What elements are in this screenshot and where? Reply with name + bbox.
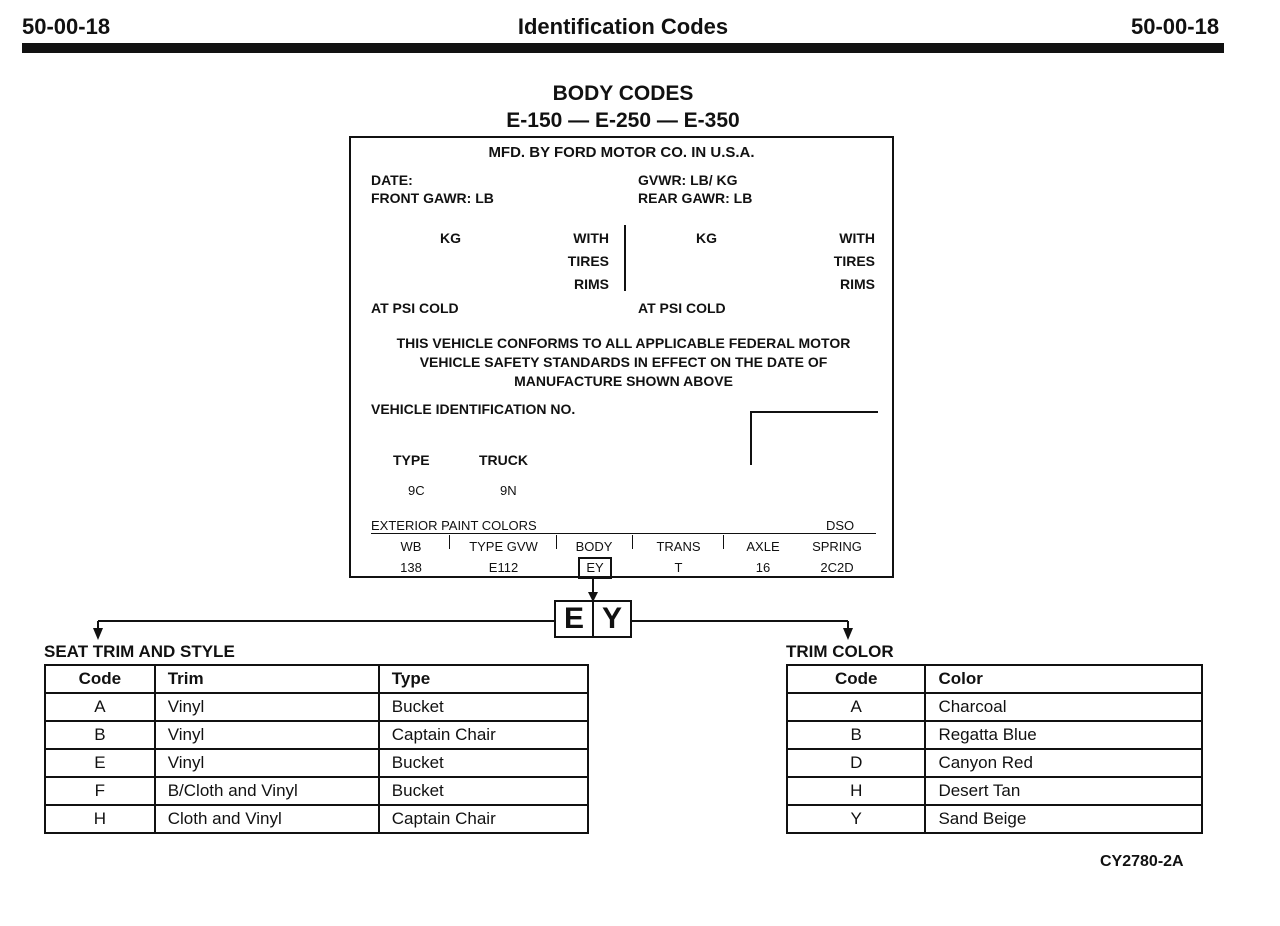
conformity-line-1: THIS VEHICLE CONFORMS TO ALL APPLICABLE FEDERAL MOTOR — [396, 335, 851, 351]
header-code: Code — [787, 665, 925, 693]
table-row — [45, 805, 588, 833]
val-spring: 2C2D — [820, 560, 854, 575]
col-spring: SPRING — [812, 539, 862, 554]
table-header-row — [787, 665, 1202, 693]
val-body-highlight: EY — [578, 557, 612, 579]
cell-trim: Vinyl — [155, 749, 379, 777]
cell-color: Sand Beige — [925, 805, 1202, 833]
type-label: TYPE — [393, 452, 430, 468]
cell-code: B — [787, 721, 925, 749]
header-color: Color — [925, 665, 1202, 693]
front-with: WITH — [573, 230, 609, 246]
vin-label: VEHICLE IDENTIFICATION NO. — [371, 401, 576, 417]
table-row — [45, 721, 588, 749]
date-field: DATE: — [371, 172, 413, 188]
seat-trim-title: SEAT TRIM AND STYLE — [44, 642, 235, 661]
trim-color-table — [786, 664, 1203, 834]
cell-trim: Cloth and Vinyl — [155, 805, 379, 833]
header-type: Type — [379, 665, 588, 693]
table-row — [45, 777, 588, 805]
front-tires: TIRES — [567, 253, 609, 269]
cell-type: Bucket — [379, 777, 588, 805]
conformity-line-3: MANUFACTURE SHOWN ABOVE — [514, 373, 733, 389]
header-trim: Trim — [155, 665, 379, 693]
header-code: Code — [45, 665, 155, 693]
cell-color: Desert Tan — [925, 777, 1202, 805]
cell-type: Captain Chair — [379, 721, 588, 749]
cell-trim: Vinyl — [155, 721, 379, 749]
val-axle: 16 — [755, 560, 771, 575]
paint-colors-label: EXTERIOR PAINT COLORS — [371, 518, 537, 533]
col-wb: WB — [400, 539, 422, 554]
truck-value: 9N — [500, 483, 517, 498]
callout-letter-color: Y — [601, 602, 622, 635]
diagram-title: BODY CODES — [552, 82, 694, 105]
cell-type: Bucket — [379, 749, 588, 777]
rear-psi: AT PSI COLD — [638, 300, 726, 316]
table-row — [787, 805, 1202, 833]
cell-code: H — [787, 777, 925, 805]
front-gawr-field: FRONT GAWR: LB — [371, 190, 494, 206]
dso-label: DSO — [826, 518, 855, 533]
cell-code: D — [787, 749, 925, 777]
table-row — [787, 749, 1202, 777]
section-number-left: 50-00-18 — [22, 14, 111, 39]
val-trans: T — [674, 560, 683, 575]
rear-rims: RIMS — [840, 276, 875, 292]
cell-code: B — [45, 721, 155, 749]
val-wb: 138 — [400, 560, 422, 575]
diagram-subtitle: E-150 — E-250 — E-350 — [506, 109, 740, 132]
front-psi: AT PSI COLD — [371, 300, 459, 316]
cell-code: E — [45, 749, 155, 777]
type-value: 9C — [408, 483, 425, 498]
figure-id: CY2780-2A — [1100, 853, 1184, 870]
val-type-gvw: E112 — [488, 560, 519, 575]
cell-color: Canyon Red — [925, 749, 1202, 777]
gvwr-field: GVWR: LB/ KG — [638, 172, 738, 188]
conformity-line-2: VEHICLE SAFETY STANDARDS IN EFFECT ON THE DATE OF — [419, 354, 828, 370]
rear-tires: TIRES — [833, 253, 875, 269]
cell-code: H — [45, 805, 155, 833]
page-title: Identification Codes — [517, 14, 729, 39]
cell-color: Charcoal — [925, 693, 1202, 721]
body-code-callout — [554, 600, 632, 638]
rear-kg: KG — [696, 230, 717, 246]
rear-with: WITH — [839, 230, 875, 246]
manufacturer-line: MFD. BY FORD MOTOR CO. IN U.S.A. — [488, 144, 755, 161]
col-body: BODY — [575, 539, 613, 554]
cell-code: A — [45, 693, 155, 721]
cell-trim: Vinyl — [155, 693, 379, 721]
table-header-row — [45, 665, 588, 693]
rear-gawr-field: REAR GAWR: LB — [638, 190, 753, 206]
section-number-right: 50-00-18 — [1131, 14, 1220, 39]
front-kg: KG — [440, 230, 461, 246]
cell-type: Captain Chair — [379, 805, 588, 833]
cell-code: Y — [787, 805, 925, 833]
front-rims: RIMS — [574, 276, 609, 292]
table-row — [45, 749, 588, 777]
cell-color: Regatta Blue — [925, 721, 1202, 749]
table-row — [787, 721, 1202, 749]
trim-color-title: TRIM COLOR — [786, 642, 894, 661]
col-axle: AXLE — [746, 539, 780, 554]
table-row — [45, 693, 588, 721]
cell-type: Bucket — [379, 693, 588, 721]
cell-code: A — [787, 693, 925, 721]
table-row — [787, 777, 1202, 805]
callout-letter-seat: E — [556, 602, 594, 636]
table-row — [787, 693, 1202, 721]
seat-trim-table — [44, 664, 589, 834]
col-trans: TRANS — [656, 539, 701, 554]
cell-code: F — [45, 777, 155, 805]
cell-trim: B/Cloth and Vinyl — [155, 777, 379, 805]
col-type-gvw: TYPE GVW — [469, 539, 538, 554]
truck-label: TRUCK — [479, 452, 528, 468]
